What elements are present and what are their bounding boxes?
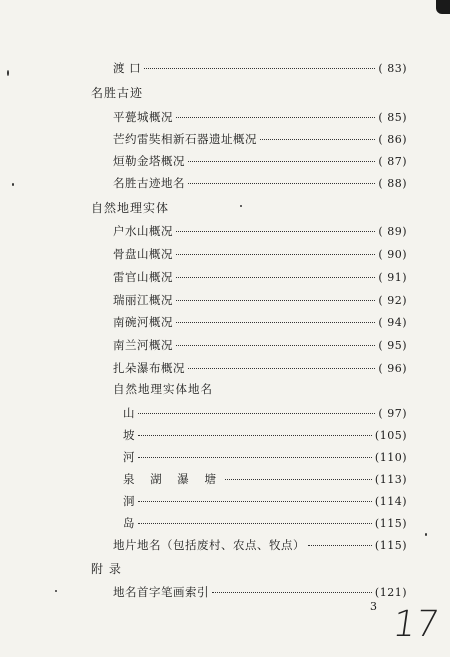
leader-dots [138,435,372,436]
toc-entry-page: ( 87) [378,155,407,168]
toc-entry[interactable] [113,314,407,330]
toc-entry[interactable] [123,471,407,487]
toc-entry[interactable] [113,109,407,125]
leader-dots [138,523,372,524]
toc-entry[interactable] [113,153,407,169]
toc-entry-title: 地片地名（包括废村、农点、牧点） [113,538,305,552]
toc-entry[interactable] [113,584,407,600]
toc-entry[interactable] [123,493,407,509]
toc-entry-title: 地名首字笔画索引 [113,585,209,599]
toc-entry-ferry[interactable] [113,60,407,76]
toc-entry-title: 岛 [123,516,135,530]
toc-entry-title: 芒约雷奘相新石器遗址概况 [113,132,257,146]
toc-entry-title: 扎朵瀑布概况 [113,361,185,375]
toc-entry[interactable] [113,131,407,147]
section-heading-appendix: 附 录 [91,562,122,576]
toc-entry-page: ( 86) [378,133,407,146]
toc-entry-page: ( 97) [378,407,407,420]
toc-entry-page: (105) [374,429,407,442]
toc-entry[interactable] [113,246,407,262]
toc-entry-title: 洞 [123,494,135,508]
leader-dots [308,545,372,546]
toc-entry-page: ( 90) [378,248,407,261]
subsection-heading-names: 自然地理实体地名 [113,382,213,396]
leader-dots [188,368,375,369]
toc-entry-title: 雷官山概况 [113,270,173,284]
toc-entry-page: (115) [374,539,407,552]
toc-entry[interactable] [113,269,407,285]
scan-corner-artifact [436,0,450,14]
leader-dots [188,161,375,162]
toc-entry-page: ( 83) [378,62,407,75]
scan-speck [7,70,9,76]
leader-dots [138,413,375,414]
leader-dots [176,322,375,323]
leader-dots [144,68,375,69]
leader-dots [176,300,375,301]
toc-entry-title: 瑞丽江概况 [113,293,173,307]
toc-entry-page: (121) [374,586,407,599]
toc-entry-page: (110) [374,451,407,464]
toc-entry[interactable] [123,515,407,531]
toc-entry[interactable] [123,427,407,443]
scan-speck [55,590,57,592]
toc-entry-places[interactable] [113,537,407,553]
toc-entry-title: 骨盘山概况 [113,247,173,261]
toc-entry-page: ( 91) [378,271,407,284]
toc-entry-title: 南兰河概况 [113,338,173,352]
toc-entry-title: 河 [123,450,135,464]
toc-entry[interactable] [113,175,407,191]
toc-entry-title: 南碗河概况 [113,315,173,329]
toc-entry-page: ( 88) [378,177,407,190]
toc-entry-title: 平甍城概况 [113,110,173,124]
scan-speck [425,533,427,536]
leader-dots [138,501,372,502]
leader-dots [138,457,372,458]
toc-entry[interactable] [113,292,407,308]
leader-dots [176,277,375,278]
leader-dots [176,345,375,346]
toc-entry-title: 泉 湖 瀑 塘 [123,472,222,486]
scan-speck [12,183,14,186]
toc-entry-title: 名胜古迹地名 [113,176,185,190]
toc-entry[interactable] [113,223,407,239]
toc-entry-title: 渡 口 [113,61,142,75]
toc-entry-title: 坡 [123,428,135,442]
page-number: 3 [370,600,377,613]
leader-dots [176,231,375,232]
toc-entry-page: ( 94) [378,316,407,329]
leader-dots [260,139,375,140]
toc-entry-page: ( 85) [378,111,407,124]
toc-entry-page: ( 95) [378,339,407,352]
leader-dots [176,117,375,118]
toc-entry-page: (115) [374,517,407,530]
leader-dots [212,592,372,593]
section-heading-historic: 名胜古迹 [91,86,144,100]
scan-speck [240,205,242,207]
handwritten-number: 17 [390,604,442,645]
leader-dots [188,183,375,184]
toc-entry-page: ( 89) [378,225,407,238]
leader-dots [225,479,372,480]
toc-entry-page: (114) [374,495,407,508]
toc-entry-title: 山 [123,406,135,420]
toc-entry-page: (113) [374,473,407,486]
toc-entry[interactable] [123,405,407,421]
toc-entry-page: ( 92) [378,294,407,307]
toc-entry[interactable] [113,360,407,376]
toc-entry-title: 烜勒金塔概况 [113,154,185,168]
toc-entry[interactable] [123,449,407,465]
toc-entry[interactable] [113,337,407,353]
toc-entry-page: ( 96) [378,362,407,375]
toc-entry-title: 户水山概况 [113,224,173,238]
leader-dots [176,254,375,255]
section-heading-geo: 自然地理实体 [91,201,170,215]
